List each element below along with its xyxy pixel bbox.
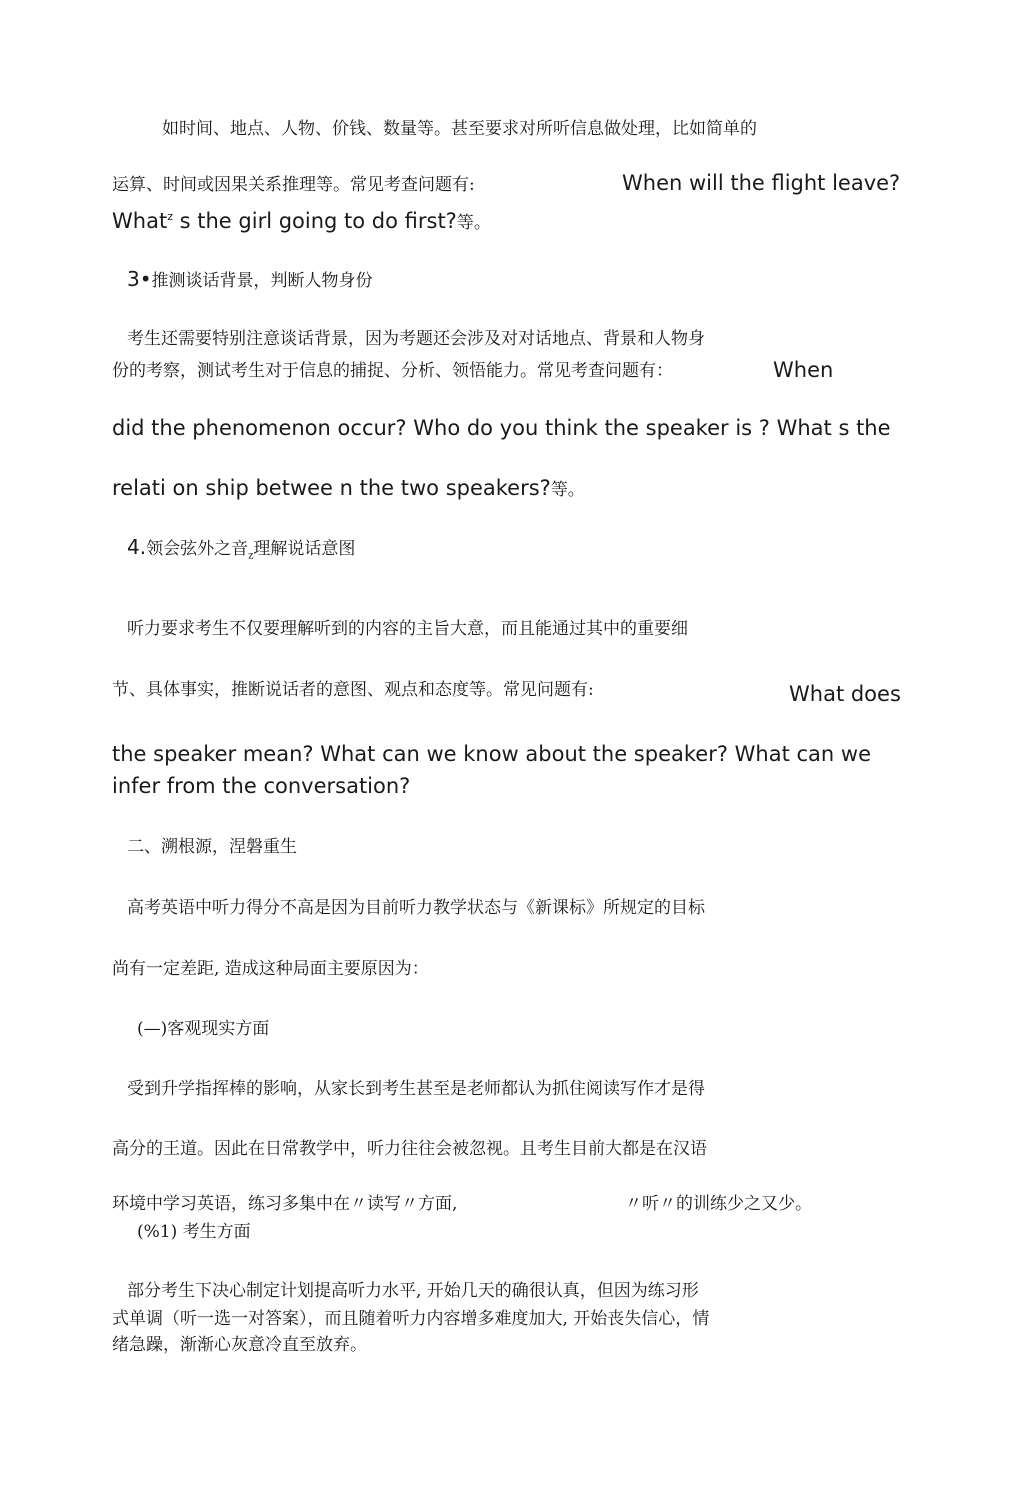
- paragraph-6-line-1: 部分考生下决心制定计划提高听力水平, 开始几天的确很认真，但因为练习形: [127, 1281, 699, 1301]
- heading-3-text: 推测谈话背景，判断人物身份: [151, 271, 373, 291]
- question-girl-sup: z: [167, 210, 173, 223]
- paragraph-5-line-3-a: 环境中学习英语，练习多集中在〃读写〃方面,: [112, 1194, 458, 1214]
- heading-4-sub: z: [248, 550, 254, 562]
- heading-3-number: 3•: [127, 267, 152, 291]
- paragraph-6-line-3: 绪急躁，渐渐心灰意冷直至放弃。: [112, 1335, 367, 1355]
- question-girl-part-b: s the girl going to do first?: [172, 209, 457, 233]
- paragraph-2-line-3: did the phenomenon occur? Who do you think the speaker is ? What s the: [112, 416, 891, 440]
- paragraph-2-when: When: [773, 358, 834, 382]
- subheading-students: (%1) 考生方面: [137, 1222, 251, 1242]
- heading-4-text-a: 领会弦外之音: [146, 539, 249, 559]
- heading-4-number: 4.: [127, 535, 147, 559]
- paragraph-2-line-4-en: relati on ship betwee n the two speakers?: [112, 476, 551, 500]
- paragraph-5-line-1: 受到升学指挥棒的影响，从家长到考生甚至是老师都认为抓住阅读写作才是得: [127, 1079, 705, 1099]
- paragraph-4-line-2: 尚有一定差距, 造成这种局面主要原因为：: [112, 959, 429, 979]
- paragraph-3-what-does: What does: [789, 682, 901, 706]
- paragraph-3-line-3: the speaker mean? What can we know about the speaker? What can we: [112, 742, 872, 766]
- paragraph-2-line-2: 份的考察，测试考生对于信息的捕捉、分析、领悟能力。常见考查问题有：: [112, 361, 673, 381]
- section-2-heading: 二、溯根源，涅磐重生: [127, 837, 297, 857]
- paragraph-3-line-1: 听力要求考生不仅要理解听到的内容的主旨大意，而且能通过其中的重要细: [127, 619, 688, 639]
- question-girl-part-a: What: [112, 209, 168, 233]
- paragraph-2-line-4-suffix: 等。: [550, 480, 585, 500]
- paragraph-1-line-1: 如时间、地点、人物、价钱、数量等。甚至要求对所听信息做处理，比如简单的: [162, 119, 757, 139]
- paragraph-3-line-2: 节、具体事实，推断说话者的意图、观点和态度等。常见问题有:: [112, 680, 594, 700]
- paragraph-5-line-3-b: 〃听〃的训练少之又少。: [625, 1194, 812, 1214]
- question-girl: [112, 204, 491, 236]
- paragraph-3-line-4: infer from the conversation?: [112, 774, 411, 798]
- question-flight: When will the flight leave?: [622, 171, 901, 195]
- question-girl-suffix: 等。: [456, 213, 491, 233]
- paragraph-2-line-1: 考生还需要特别注意谈话背景，因为考题还会涉及对对话地点、背景和人物身: [127, 329, 705, 349]
- paragraph-1-line-2: 运算、时间或因果关系推理等。常见考查问题有:: [112, 175, 475, 195]
- heading-4-text-b: 理解说话意图: [253, 539, 356, 559]
- paragraph-6-line-2: 式单调（听一选一对答案），而且随着听力内容增多难度加大, 开始丧失信心，情: [112, 1309, 710, 1329]
- paragraph-2-line-4: [112, 475, 585, 503]
- paragraph-4-line-1: 高考英语中听力得分不高是因为目前听力教学状态与《新课标》所规定的目标: [127, 898, 705, 918]
- subheading-objective: (—)客观现实方面: [137, 1019, 270, 1039]
- heading-3: [127, 268, 373, 292]
- heading-4: [127, 536, 355, 567]
- paragraph-5-line-2: 高分的王道。因此在日常教学中，听力往往会被忽视。且考生目前大都是在汉语: [112, 1139, 707, 1159]
